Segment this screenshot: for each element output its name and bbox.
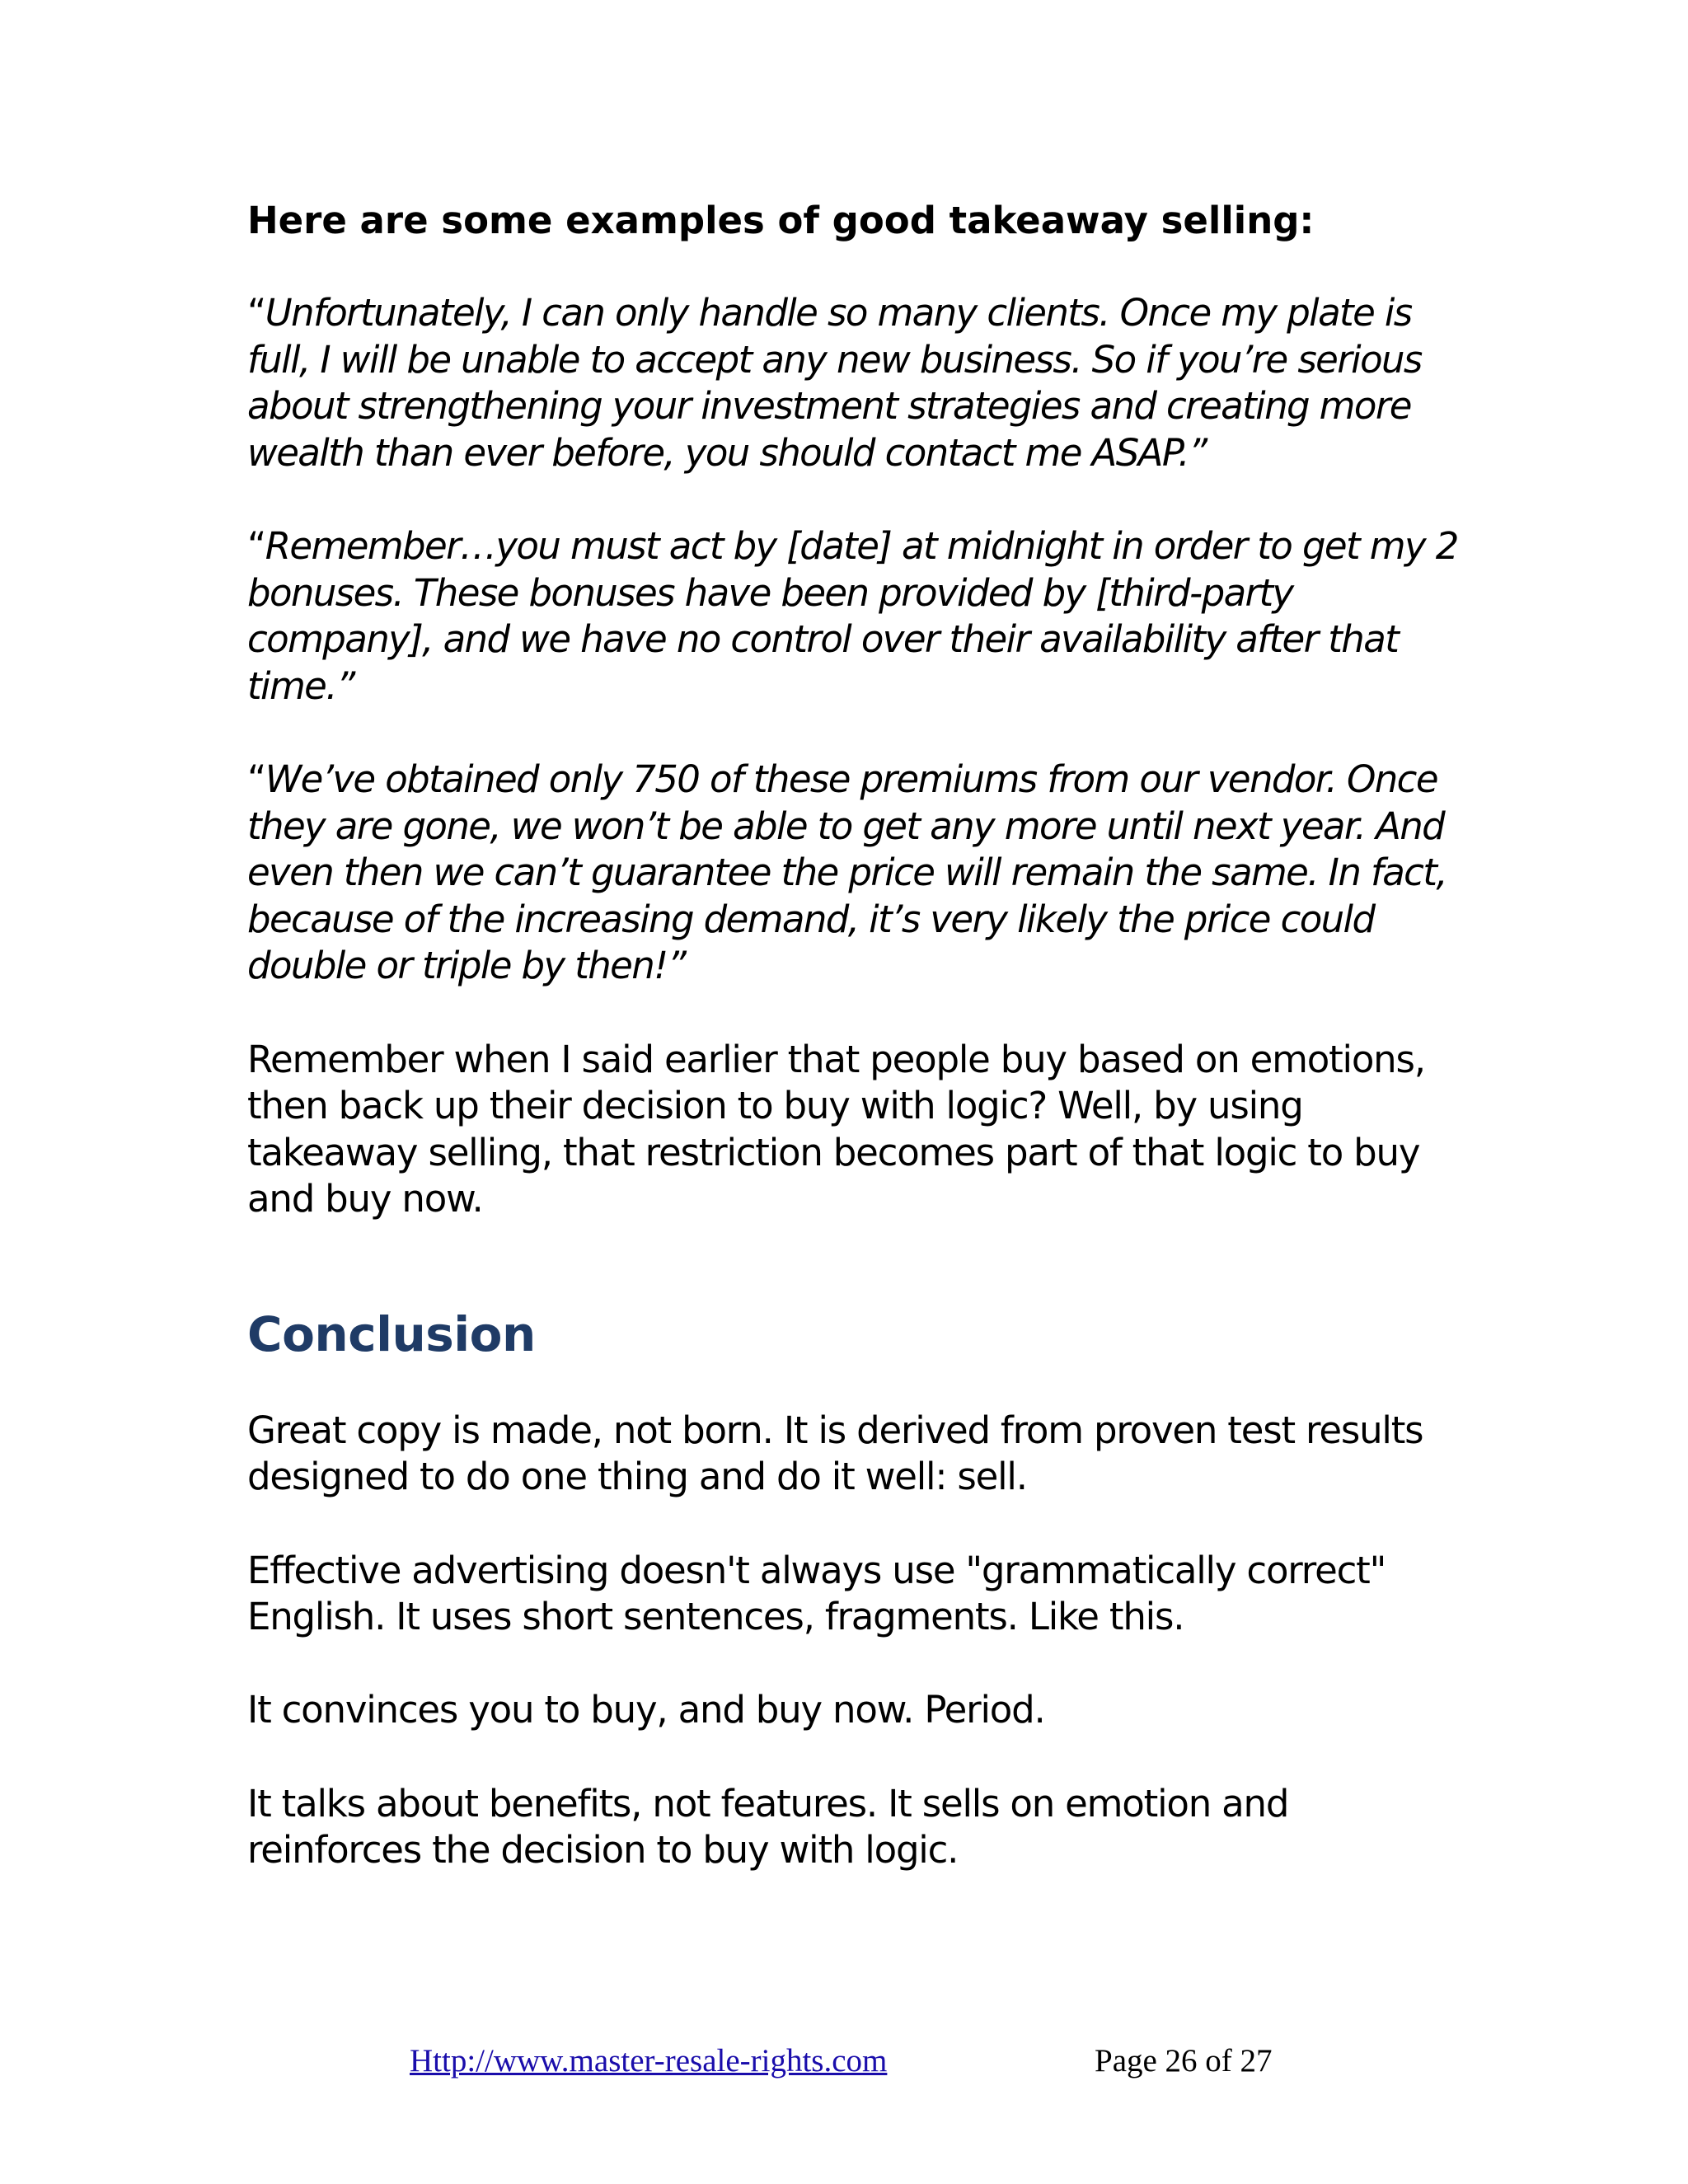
quote-open-mark: “ bbox=[247, 757, 265, 801]
quote-text: Remember…you must act by [date] at midnight in order to get my 2 bonuses. These bonuses have been provided by [third-party company], and we have no control over their availability after that time.” bbox=[247, 523, 1458, 708]
conclusion-heading: Conclusion bbox=[247, 1305, 536, 1362]
conclusion-paragraph-3: It convinces you to buy, and buy now. Period. bbox=[247, 1688, 1045, 1732]
quote-example-1 bbox=[247, 290, 1467, 476]
document-page bbox=[247, 198, 1467, 1920]
quote-example-2 bbox=[247, 523, 1467, 710]
quote-open-mark: “ bbox=[247, 291, 265, 335]
page-number: Page 26 of 27 bbox=[1095, 2043, 1273, 2079]
examples-subheading: Here are some examples of good takeaway selling: bbox=[247, 199, 1315, 242]
quote-open-mark: “ bbox=[247, 523, 265, 568]
conclusion-paragraph-2: Effective advertising doesn't always use "grammatically correct" English. It uses short sentences, fragments. Like this. bbox=[247, 1548, 1386, 1639]
conclusion-paragraph-1: Great copy is made, not born. It is derived from proven test results designed to do one thing and do it well: sell. bbox=[247, 1408, 1423, 1499]
conclusion-paragraph-4: It talks about benefits, not features. It sells on emotion and reinforces the decision to buy with logic. bbox=[247, 1781, 1289, 1872]
takeaway-logic-paragraph: Remember when I said earlier that people buy based on emotions, then back up their decision to buy with logic? Well, by using takeaway selling, that restriction becomes part of that logic to buy and buy now. bbox=[247, 1037, 1425, 1221]
quote-text: Unfortunately, I can only handle so many clients. Once my plate is full, I will be unable to accept any new business. So if you’re serious about strengthening your investment strategies and creating more wealth than ever before, you should contact me ASAP.” bbox=[247, 291, 1422, 475]
quote-text: We’ve obtained only 750 of these premiums from our vendor. Once they are gone, we won’t be able to get any more until next year. And even then we can’t guarantee the price will remain the same. In fact, because of the increasing demand, it’s very likely the price could double or triple by then!” bbox=[247, 757, 1447, 988]
footer-website-link[interactable]: Http://www.master-resale-rights.com bbox=[410, 2043, 888, 2079]
quote-example-3 bbox=[247, 757, 1467, 990]
